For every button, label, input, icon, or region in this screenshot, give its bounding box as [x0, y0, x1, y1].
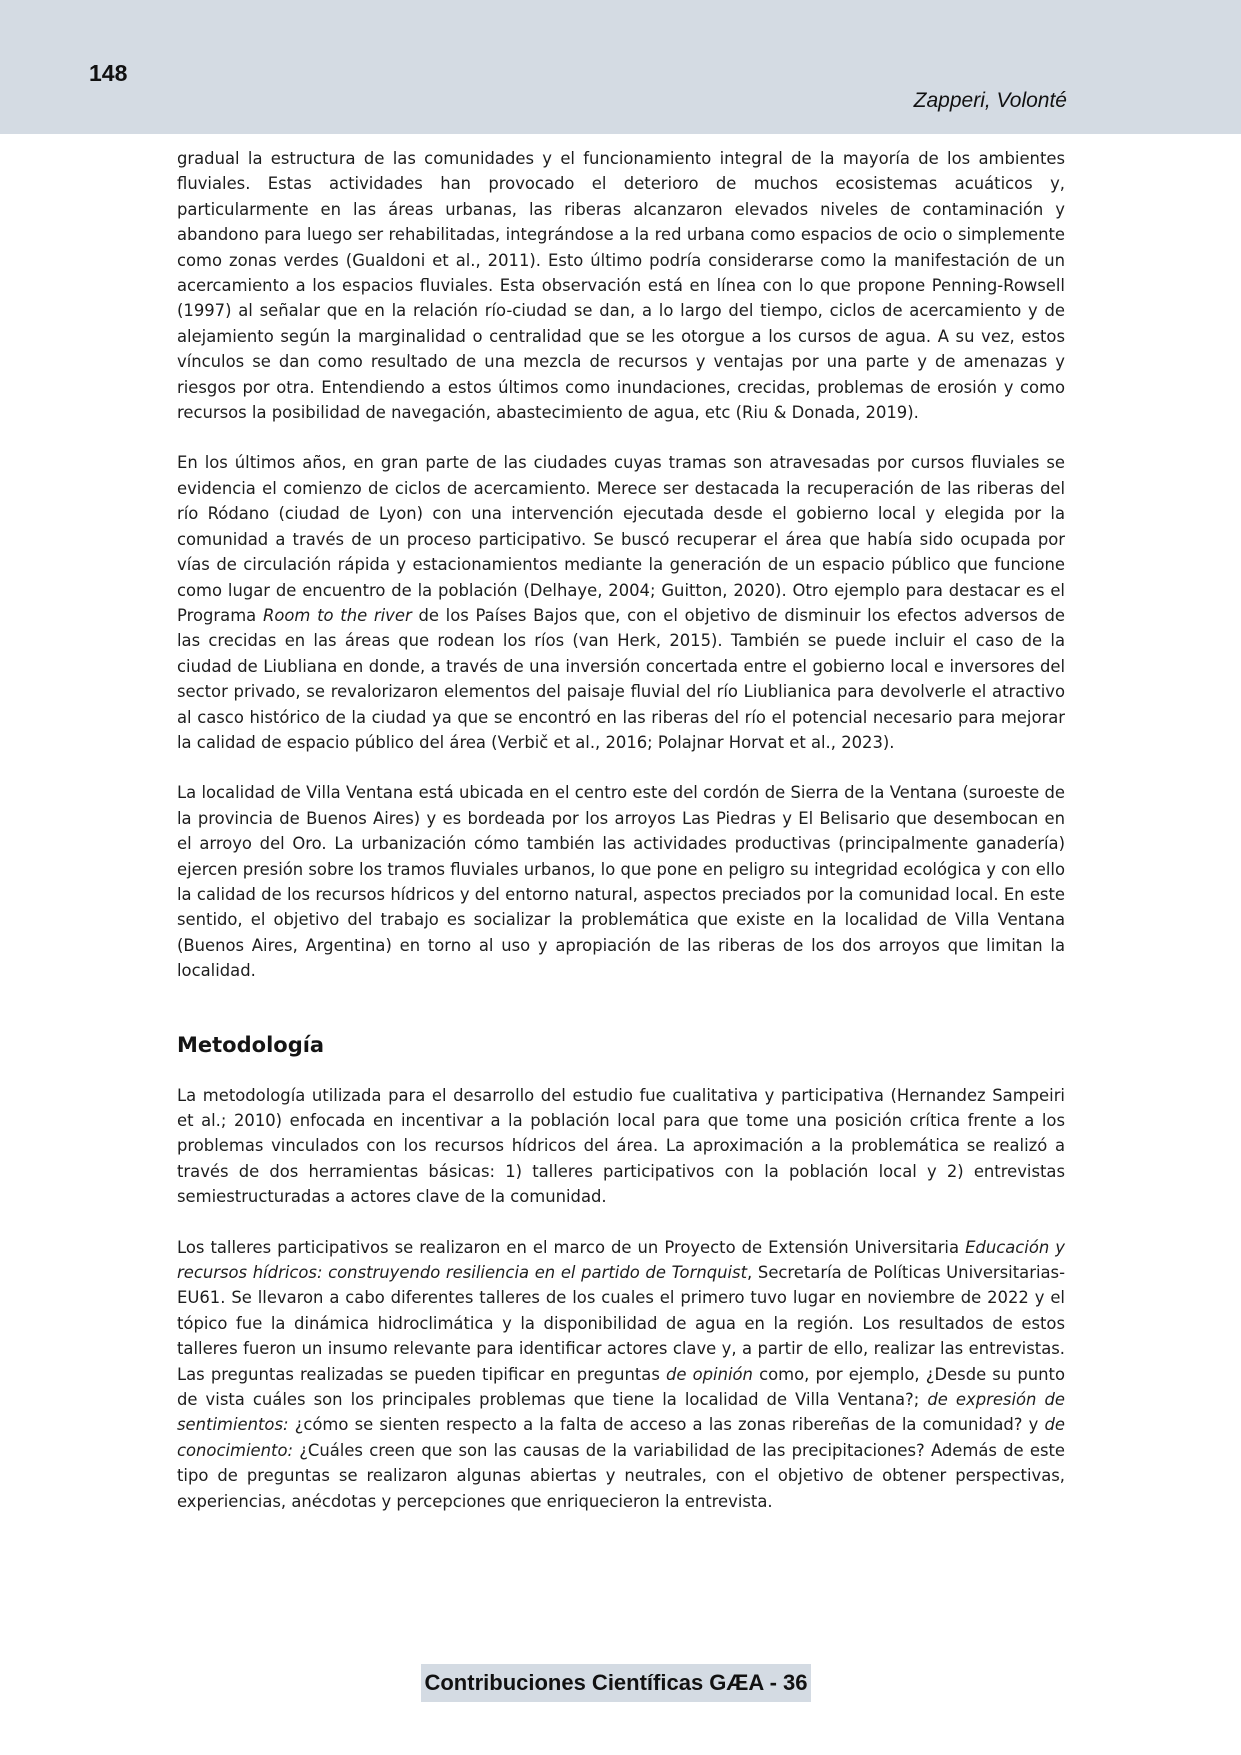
italic-term: de expresión de sentimientos: — [177, 1390, 1066, 1435]
journal-footer — [421, 1664, 811, 1702]
paragraph: En los últimos años, en gran parte de las ciudades cuyas tramas son atravesadas por cursos fluviales se evidencia el comienzo de ciclos de acercamiento. Merece ser destacada la recuperación de las riberas del río Ródano (ciudad de Lyon) con una intervención ejecutada desde el gobierno local y elegida por la comunidad a través de un proceso participativo. Se buscó recuperar el área que había sido ocupada por vías de circulación rápida y estacionamientos mediante la generación de un espacio público que funcione como lugar de encuentro de la población (Delhaye, 2004; Guitton, 2020). Otro ejemplo para destacar es el Programa Room to the river de los Países Bajos que, con el objetivo de disminuir los efectos adversos de las crecidas en las áreas que rodean los ríos (van Herk, 2015). También se puede incluir el caso de la ciudad de Liubliana en donde, a través de una inversión concertada entre el gobierno local e inversores del sector privado, se revalorizaron elementos del paisaje fluvial del río Liublianica para devolverle el atractivo al casco histórico de la ciudad ya que se encontró en las riberas del río el potencial necesario para mejorar la calidad de espacio público del área (Verbič et al., 2016; Polajnar Horvat et al., 2023). — [177, 453, 1065, 752]
article-body — [177, 146, 1065, 1514]
page-number: 148 — [89, 60, 128, 86]
italic-title: Room to the river — [262, 605, 412, 625]
italic-term: de opinión — [665, 1364, 753, 1384]
journal-title: Contribuciones Científicas GÆA - 36 — [424, 1670, 808, 1695]
paragraph: La localidad de Villa Ventana está ubicada en el centro este del cordón de Sierra de la Ventana (suroeste de la provincia de Buenos Aires) y es bordeada por los arroyos Las Piedras y El Belisario que desembocan en el arroyo del Oro. La urbanización cómo también las actividades productivas (principalmente ganadería) ejercen presión sobre los tramos fluviales urbanos, lo que pone en peligro su integridad ecológica y con ello la calidad de los recursos hídricos y del entorno natural, aspectos preciados por la comunidad local. En este sentido, el objetivo del trabajo es socializar la problemática que existe en la localidad de Villa Ventana (Buenos Aires, Argentina) en torno al uso y apropiación de las riberas de los dos arroyos que limitan la localidad. — [177, 783, 1065, 981]
paragraph: Los talleres participativos se realizaron en el marco de un Proyecto de Extensión Universitaria Educación y recursos hídricos: construyendo resiliencia en el partido de Tornquist, Secretaría de Políticas Universitarias-EU61. Se llevaron a cabo diferentes talleres de los cuales el primero tuvo lugar en noviembre de 2022 y el tópico fue la dinámica hidroclimática y la disponibilidad de agua en la región. Los resultados de estos talleres fueron un insumo relevante para identificar actores clave y, a partir de ello, realizar las entrevistas. Las preguntas realizadas se pueden tipificar en preguntas de opinión como, por ejemplo, ¿Desde su punto de vista cuáles son los principales problemas que tiene la localidad de Villa Ventana?; de expresión de sentimientos: ¿cómo se sienten respecto a la falta de acceso a las zonas ribereñas de la comunidad? y de conocimiento: ¿Cuáles creen que son las causas de la variabilidad de las precipitaciones? Además de este tipo de preguntas se realizaron algunas abiertas y neutrales, con el objetivo de obtener perspectivas, experiencias, anécdotas y percepciones que enriquecieron la entrevista. — [177, 1237, 1066, 1511]
running-head-authors: Zapperi, Volonté — [913, 89, 1067, 112]
italic-term: de conocimiento: — [177, 1415, 1065, 1460]
section-heading: Metodología — [177, 1032, 325, 1057]
italic-project-title: Educación y recursos hídricos: construyendo resiliencia en el partido de Tornquist — [177, 1237, 1065, 1283]
paragraph: gradual la estructura de las comunidades y el funcionamiento integral de la mayoría de los ambientes fluviales. Estas actividades han provocado el deterioro de muchos ecosistemas acuáticos y, particularmente en las áreas urbanas, las riberas alcanzaron elevados niveles de contaminación y abandono para luego ser rehabilitadas, integrándose a la red urbana como espacios de ocio o simplemente como zonas verdes (Gualdoni et al., 2011). Esto último podría considerarse como la manifestación de un acercamiento a los espacios fluviales. Esta observación está en línea con lo que propone Penning-Rowsell (1997) al señalar que en la relación río-ciudad se dan, a lo largo del tiempo, ciclos de acercamiento y de alejamiento según la marginalidad o centralidad que se les otorgue a los cursos de agua. A su vez, estos vínculos se dan como resultado de una mezcla de recursos y ventajas por una parte y de amenazas y riesgos por otra. Entendiendo a estos últimos como inundaciones, crecidas, problemas de erosión y como recursos la posibilidad de navegación, abastecimiento de agua, etc (Riu & Donada, 2019). — [177, 149, 1065, 423]
page-header — [0, 0, 1241, 134]
paragraph: La metodología utilizada para el desarrollo del estudio fue cualitativa y participativa (Hernandez Sampeiri et al.; 2010) enfocada en incentivar a la población local para que tome una posición crítica frente a los problemas vinculados con los recursos hídricos del área. La aproximación a la problemática se realizó a través de dos herramientas básicas: 1) talleres participativos con la población local y 2) entrevistas semiestructuradas a actores clave de la comunidad. — [177, 1085, 1065, 1207]
